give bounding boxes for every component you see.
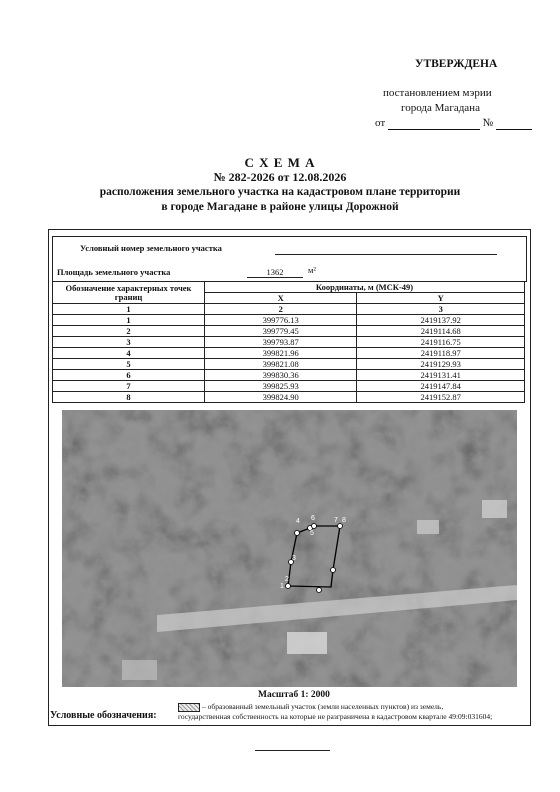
point-cell: 3 [53, 337, 205, 348]
col-header-x: X [205, 293, 357, 304]
scheme-subtitle-1: расположения земельного участка на кадастровом плане территории [99, 186, 461, 198]
y-cell: 2419116.75 [357, 337, 525, 348]
approval-num-label: № [482, 117, 494, 129]
legend-text-2: государственная собственность на которые не разграничена в кадастровом квартале 49:09:031604; [178, 712, 493, 721]
x-cell: 399779.45 [205, 326, 357, 337]
table-row [53, 381, 525, 392]
x-cell: 399830.36 [205, 370, 357, 381]
y-cell: 2419118.97 [357, 348, 525, 359]
y-cell: 2419137.92 [357, 315, 525, 326]
aerial-map-image [62, 410, 517, 687]
legend-label: Условные обозначения: [50, 710, 157, 721]
parcel-info [52, 236, 527, 282]
conditional-number-blank [275, 254, 497, 255]
approval-date-blank [388, 117, 480, 130]
index-cell: 3 [357, 304, 525, 315]
legend-text-1: – образованный земельный участок (земли населенных пунктов) из земель, [202, 702, 444, 711]
col-header-points: Обозначение характерных точек границ [53, 282, 205, 304]
x-cell: 399824.90 [205, 392, 357, 403]
area-label: Площадь земельного участка [57, 267, 171, 277]
point-label: 7 [334, 517, 338, 524]
x-cell: 399825.93 [205, 381, 357, 392]
y-cell: 2419129.93 [357, 359, 525, 370]
point-cell: 2 [53, 326, 205, 337]
boundary-point [338, 524, 343, 529]
point-label: 3 [292, 555, 296, 562]
x-cell: 399821.96 [205, 348, 357, 359]
approval-from-label: от [375, 117, 386, 129]
approval-line-2: города Магадана [401, 102, 480, 114]
table-row [53, 370, 525, 381]
col-header-coords: Координаты, м (МСК-49) [205, 282, 525, 293]
table-row [53, 337, 525, 348]
point-cell: 6 [53, 370, 205, 381]
boundary-point [317, 588, 322, 593]
point-cell: 4 [53, 348, 205, 359]
approval-date-line [375, 117, 532, 130]
point-cell: 8 [53, 392, 205, 403]
area-unit: м² [308, 265, 316, 275]
table-row [53, 315, 525, 326]
y-cell: 2419114.68 [357, 326, 525, 337]
index-cell: 1 [53, 304, 205, 315]
boundary-point [331, 568, 336, 573]
conditional-number-label: Условный номер земельного участка [80, 243, 222, 253]
approval-number-blank [496, 117, 532, 130]
point-label: 1 [280, 583, 284, 590]
table-row [53, 392, 525, 403]
approval-title: УТВЕРЖДЕНА [415, 58, 498, 70]
y-cell: 2419131.41 [357, 370, 525, 381]
table-row [53, 326, 525, 337]
legend-parcel-swatch [178, 703, 200, 712]
scheme-title: С Х Е М А [244, 155, 316, 170]
scheme-subtitle-2: в городе Магадане в районе улицы Дорожной [161, 201, 399, 213]
point-cell: 7 [53, 381, 205, 392]
boundary-point [295, 531, 300, 536]
area-value: 1362 [247, 267, 303, 278]
point-label: 5 [310, 530, 314, 537]
index-cell: 2 [205, 304, 357, 315]
col-header-y: Y [357, 293, 525, 304]
x-cell: 399793.87 [205, 337, 357, 348]
y-cell: 2419152.87 [357, 392, 525, 403]
point-cell: 5 [53, 359, 205, 370]
x-cell: 399821.08 [205, 359, 357, 370]
signature-line [255, 750, 330, 751]
approval-line-1: постановлением мэрии [383, 87, 492, 99]
point-label: 8 [342, 517, 346, 524]
x-cell: 399776.13 [205, 315, 357, 326]
aerial-map [62, 410, 517, 687]
boundary-point [312, 524, 317, 529]
map-scale: Масштаб 1: 2000 [258, 690, 330, 700]
point-label: 6 [311, 515, 315, 522]
point-cell: 1 [53, 315, 205, 326]
point-label: 2 [285, 576, 289, 583]
table-row [53, 359, 525, 370]
y-cell: 2419147.84 [357, 381, 525, 392]
coordinates-table [52, 281, 525, 403]
table-row [53, 348, 525, 359]
point-label: 4 [296, 518, 300, 525]
scheme-number: № 282-2026 от 12.08.2026 [213, 170, 347, 184]
boundary-point [286, 584, 291, 589]
